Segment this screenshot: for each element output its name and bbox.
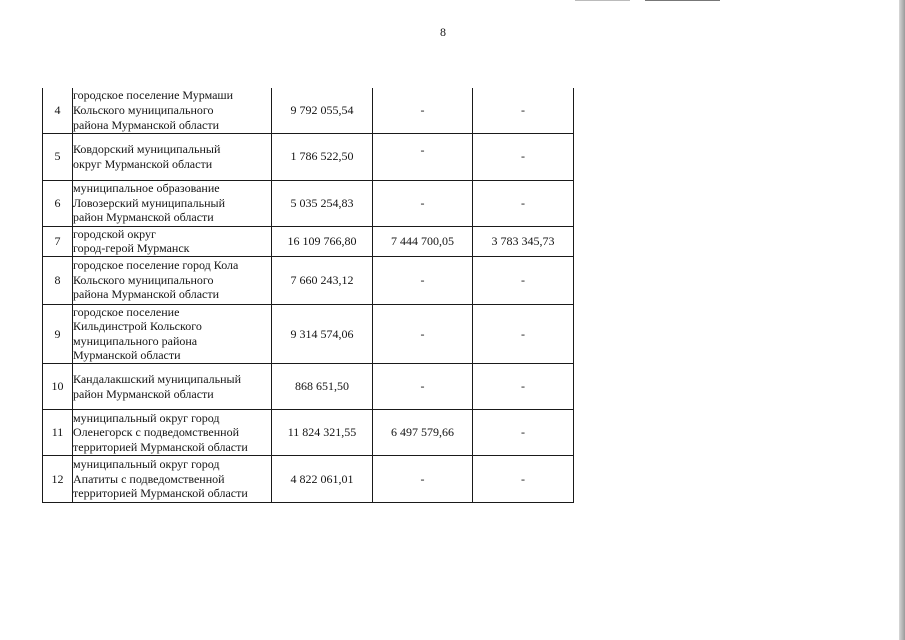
amount-3: -	[473, 180, 574, 226]
amount-3: -	[473, 304, 574, 363]
municipality-name-line: территорией Мурманской области	[73, 439, 248, 454]
municipality-name-line: Мурманской области	[73, 348, 181, 363]
scan-artifact-line	[575, 0, 630, 1]
municipality-name-line: город-герой Мурманск	[73, 241, 190, 256]
table-row	[43, 180, 574, 226]
table-body	[43, 88, 574, 503]
amount-2: -	[373, 88, 473, 133]
municipality-name-line: район Мурманской области	[73, 386, 214, 401]
municipality-name-line: Кольского муниципального	[73, 102, 214, 117]
amount-2: -	[373, 456, 473, 503]
row-number: 11	[43, 410, 73, 456]
amount-2: -	[373, 304, 473, 363]
amount-3: -	[473, 364, 574, 410]
row-number: 4	[43, 88, 73, 133]
allocation-table	[42, 88, 574, 503]
page-number: 8	[440, 25, 446, 39]
table-row	[43, 364, 574, 410]
municipality-name-line: Ковдорский муниципальный	[73, 141, 221, 156]
amount-2: -	[373, 180, 473, 226]
amount-1: 4 822 061,01	[272, 456, 373, 503]
municipality-name-line: Оленегорск с подведомственной	[73, 425, 240, 440]
municipality-name-line: Кандалакшский муниципальный	[73, 371, 242, 386]
amount-2: -	[373, 256, 473, 304]
municipality-name-line: городское поселение город Кола	[73, 258, 239, 273]
row-number: 12	[43, 456, 73, 503]
amount-1: 9 314 574,06	[272, 304, 373, 363]
table-row	[43, 410, 574, 456]
municipality-name-line: округ Мурманской области	[73, 156, 213, 171]
amount-2: -	[373, 133, 473, 180]
municipality-name-line: муниципальный округ город	[73, 457, 220, 472]
row-number: 8	[43, 256, 73, 304]
allocation-table-container	[42, 88, 574, 503]
amount-2: 7 444 700,05	[373, 226, 473, 256]
municipality-name	[73, 88, 272, 133]
municipality-name-line: Ловозерский муниципальный	[73, 195, 225, 210]
municipality-name	[73, 256, 272, 304]
municipality-name-line: муниципальный округ город	[73, 410, 220, 425]
amount-1: 5 035 254,83	[272, 180, 373, 226]
amount-1: 868 651,50	[272, 364, 373, 410]
municipality-name-line: Апатиты с подведомственной	[73, 471, 225, 486]
municipality-name-line: муниципальное образование	[73, 181, 220, 196]
amount-1: 11 824 321,55	[272, 410, 373, 456]
row-number: 7	[43, 226, 73, 256]
municipality-name	[73, 133, 272, 180]
row-number: 6	[43, 180, 73, 226]
table-row	[43, 88, 574, 133]
municipality-name-line: района Мурманской области	[73, 287, 220, 302]
scan-artifact-line	[645, 0, 720, 1]
amount-1: 7 660 243,12	[272, 256, 373, 304]
row-number: 10	[43, 364, 73, 410]
amount-1: 1 786 522,50	[272, 133, 373, 180]
table-row	[43, 256, 574, 304]
municipality-name-line: района Мурманской области	[73, 117, 220, 132]
municipality-name-line: городской округ	[73, 226, 156, 241]
amount-2: 6 497 579,66	[373, 410, 473, 456]
amount-3: -	[473, 410, 574, 456]
municipality-name	[73, 180, 272, 226]
municipality-name	[73, 304, 272, 363]
table-row	[43, 456, 574, 503]
municipality-name	[73, 410, 272, 456]
amount-3: 3 783 345,73	[473, 226, 574, 256]
table-row	[43, 133, 574, 180]
municipality-name-line: территорией Мурманской области	[73, 486, 248, 501]
amount-2: -	[373, 364, 473, 410]
amount-3: -	[473, 456, 574, 503]
row-number: 9	[43, 304, 73, 363]
municipality-name-line: городское поселение	[73, 304, 180, 319]
amount-1: 16 109 766,80	[272, 226, 373, 256]
municipality-name	[73, 456, 272, 503]
table-row	[43, 304, 574, 363]
amount-3: -	[473, 133, 574, 180]
municipality-name-line: Кольского муниципального	[73, 272, 214, 287]
municipality-name	[73, 226, 272, 256]
table-row	[43, 226, 574, 256]
municipality-name-line: муниципального района	[73, 333, 198, 348]
municipality-name	[73, 364, 272, 410]
scan-edge-shadow	[899, 0, 905, 640]
municipality-name-line: Кильдинстрой Кольского	[73, 319, 202, 334]
municipality-name-line: городское поселение Мурмаши	[73, 88, 234, 103]
amount-3: -	[473, 88, 574, 133]
municipality-name-line: район Мурманской области	[73, 210, 214, 225]
amount-1: 9 792 055,54	[272, 88, 373, 133]
amount-3: -	[473, 256, 574, 304]
row-number: 5	[43, 133, 73, 180]
